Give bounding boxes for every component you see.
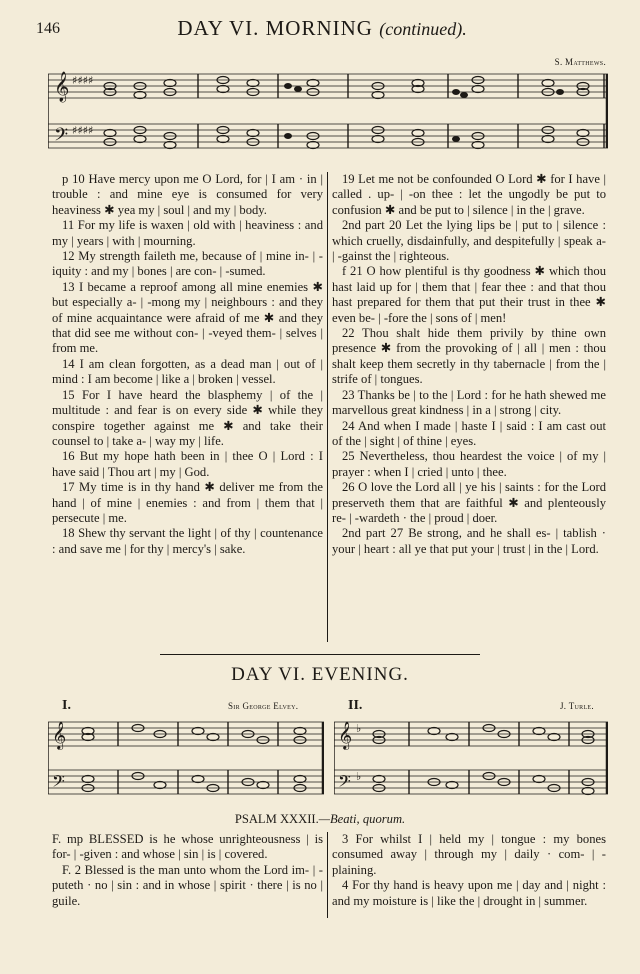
verse: 17 My time is in thy hand ✱ deliver me from the hand | of mine | enemies : and from | them that | persecute | me. [52,480,323,525]
svg-text:♭: ♭ [356,722,362,735]
psalm-latin: —Beati, quorum. [318,812,406,826]
verse: 15 For I have heard the blasphemy | of the | multitude : and fear is on every side ✱ while they conspire together against me ✱ and take their counsel to | take a- | way my | life. [52,387,323,448]
chant-1-number: I. [62,698,71,713]
verse: 23 Thanks be | to the | Lord : for he hath shewed me marvellous great kindness | in a | strong | city. [332,387,606,418]
svg-text:♭: ♭ [356,770,362,783]
psalm-number: PSALM XXXII. [234,812,319,826]
evening-right-column [332,832,606,909]
verse: f 21 O how plentiful is thy goodness ✱ which thou hast laid up for | them that | fear thee : and that thou hast prepared for them that put their trust in thee ✱ even be- | -fore the | sons of | men! [332,264,606,325]
section-rule [160,654,480,655]
verse: 14 I am clean forgotten, as a dead man | out of | mind : I am become | like a | broken | vessel. [52,356,323,387]
evening-title: DAY VI. EVENING. [231,664,409,685]
svg-text:𝄢: 𝄢 [54,125,69,150]
evening-left-column [52,832,323,909]
morning-composer: S. Matthews. [554,57,606,67]
chant-2-number: II. [348,698,363,713]
verse: 22 Thou shalt hide them privily by thine own presence ✱ from the provoking of | all | men : thou shalt keep them secretly in thy tabernacle | from the | strife of | tongues. [332,326,606,387]
title-continued: (continued). [379,19,467,39]
verse: 12 My strength faileth me, because of | mine in- | -iquity : and my | bones | are con- | -sumed. [52,249,323,279]
verse: 3 For whilst I | held my | tongue : my bones consumed away | through my | daily · com- | -plaining. [332,832,606,877]
verse: 11 For my life is waxen | old with | heaviness : and my | years | with | mourning. [52,218,323,248]
svg-text:♯♯♯♯: ♯♯♯♯ [72,74,94,87]
page-number: 146 [36,20,60,37]
verse: F. mp BLESSED is he whose unrighteousness | is for- | -given : and whose | sin | is | covered. [52,832,323,862]
evening-chant-2-score [334,712,608,804]
verse: 24 And when I made | haste I | said : I am cast out of the | sight | of thine | eyes. [332,418,606,448]
verse: 2nd part 27 Be strong, and he shall es- | tablish · your | heart : all ye that put your | trust | in the | Lord. [332,526,606,556]
day-title: DAY VI. MORNING [177,16,373,40]
morning-left-column [52,172,323,557]
morning-chant-score [48,64,608,162]
verse: F. 2 Blessed is the man unto whom the Lord im- | -puteth · no | sin : and in whose | spirit · there | is no | guile. [52,862,323,908]
verse: 25 Nevertheless, thou heardest the voice | of my | prayer : when I | cried | unto | thee. [332,449,606,479]
verse: 2nd part 20 Let the lying lips be | put to | silence : which cruelly, disdainfully, and despitefully | speak a- | -gainst the | righteous. [332,218,606,264]
page-title [36,16,608,41]
verse: 16 But my hope hath been in | thee O | Lord : I have said | Thou art | my | God. [52,449,323,479]
column-divider [327,832,328,918]
svg-text:𝄞: 𝄞 [52,721,67,749]
svg-text:♯♯♯♯: ♯♯♯♯ [72,124,94,137]
verse: 26 O love the Lord all | ye his | saints : for the Lord preserveth them that are faithful ✱ and plenteously re- | -wardeth · the | proud | doer. [332,480,606,525]
morning-right-column [332,172,606,557]
svg-text:𝄞: 𝄞 [54,72,70,102]
svg-text:𝄢: 𝄢 [338,771,351,795]
chant-2-composer: J. Turle. [560,701,594,711]
psalm-heading [0,812,640,827]
svg-text:𝄞: 𝄞 [338,721,353,749]
verse: 19 Let me not be confounded O Lord ✱ for I have | called . up- | -on thee : let the ungodly be put to confusion ✱ and be put to | silence | in the | grave. [332,172,606,217]
column-divider [327,172,328,642]
svg-text:𝄢: 𝄢 [52,771,65,795]
verse: 18 Shew thy servant the light | of thy | countenance : and save me | for thy | mercy's | sake. [52,526,323,556]
verse: p 10 Have mercy upon me O Lord, for | I am · in | trouble : and mine eye is consumed for very heaviness ✱ yea my | soul | and my | body. [52,172,323,217]
verse: 4 For thy hand is heavy upon me | day and | night : and my moisture is | like the | drought in | summer. [332,878,606,908]
evening-chant-1-score [48,712,324,804]
verse: 13 I became a reproof among all mine enemies ✱ but especially a- | -mong my | neighbours : and they of mine acquaintance were afraid of me ✱ and they that did see me without con- | -veyed them- | selves | from me. [52,279,323,356]
chant-1-composer: Sir George Elvey. [228,701,299,711]
page-header [36,16,608,42]
